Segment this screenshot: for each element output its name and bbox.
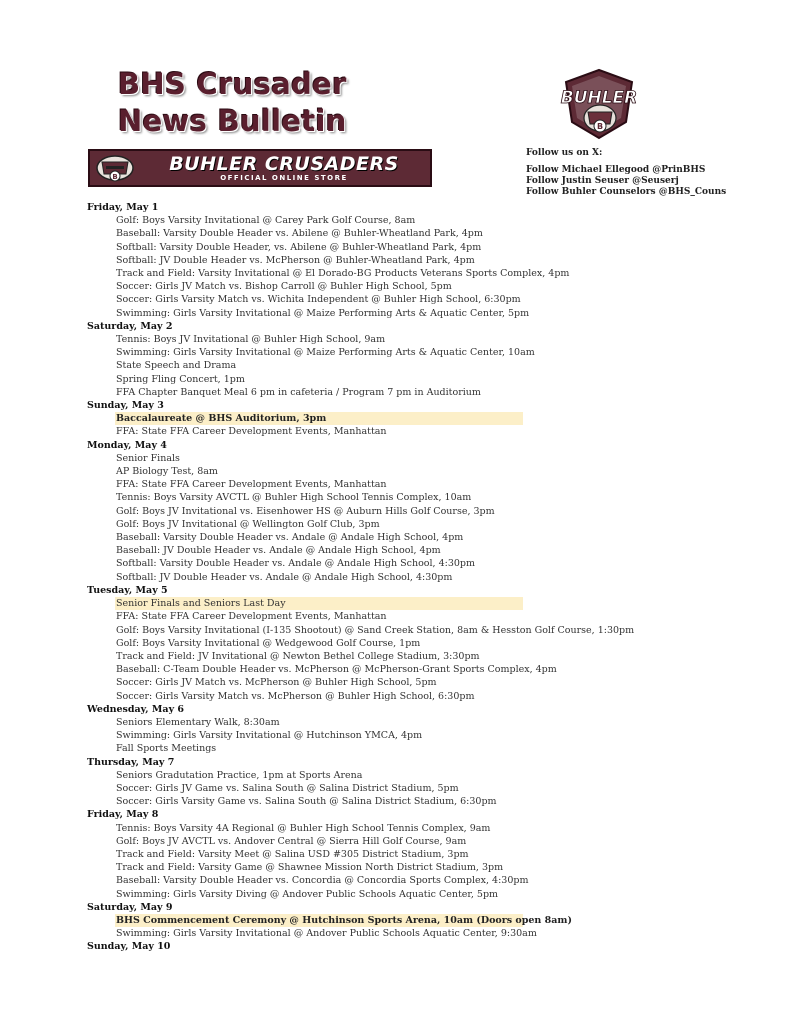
event-item: Soccer: Girls JV Match vs. McPherson @ Buhler High School, 5pm — [116, 677, 437, 689]
event-item: Baseball: C-Team Double Header vs. McPherson @ McPherson-Grant Sports Complex, 4pm — [116, 664, 557, 676]
event-item: Golf: Boys Varsity Invitational @ Carey Park Golf Course, 8am — [116, 215, 416, 227]
event-item: Soccer: Girls JV Match vs. Bishop Carroll @ Buhler High School, 5pm — [116, 281, 452, 293]
event-item: Soccer: Girls Varsity Match vs. McPherson @ Buhler High School, 6:30pm — [116, 690, 475, 702]
event-item: Seniors Gradutation Practice, 1pm at Sports Arena — [116, 769, 363, 781]
event-item: Baseball: Varsity Double Header vs. Andale @ Andale High School, 4pm — [116, 532, 464, 544]
follow-line[interactable]: Follow Buhler Counselors @BHS_Couns — [526, 187, 727, 197]
event-item: FFA Chapter Banquet Meal 6 pm in cafeteria / Program 7 pm in Auditorium — [116, 386, 481, 398]
event-item: Tennis: Boys JV Invitational @ Buhler High School, 9am — [116, 334, 386, 346]
event-item: Track and Field: Varsity Game @ Shawnee Mission North District Stadium, 3pm — [116, 862, 504, 874]
event-item: AP Biology Test, 8am — [116, 466, 218, 478]
event-item: FFA: State FFA Career Development Events, Manhattan — [116, 611, 387, 623]
store-title: BUHLER CRUSADERS — [169, 152, 399, 175]
event-item: Swimming: Girls Varsity Invitational @ Andover Public Schools Aquatic Center, 9:30am — [116, 928, 537, 940]
bulletin-title — [118, 66, 347, 140]
event-item: Soccer: Girls Varsity Game vs. Salina South @ Salina District Stadium, 6:30pm — [116, 796, 497, 808]
event-item: Soccer: Girls JV Game vs. Salina South @ Salina District Stadium, 5pm — [116, 782, 459, 794]
day-heading: Monday, May 4 — [87, 439, 167, 451]
buhler-crusader-logo — [554, 68, 644, 140]
event-item: Soccer: Girls Varsity Match vs. Wichita Independent @ Buhler High School, 6:30pm — [116, 294, 521, 306]
highlighted-event: Baccalaureate @ BHS Auditorium, 3pm — [115, 412, 523, 425]
event-item: Softball: Varsity Double Header vs. Andale @ Andale High School, 4:30pm — [116, 558, 476, 570]
event-item: Senior Finals — [116, 452, 180, 464]
event-item: Spring Fling Concert, 1pm — [116, 373, 245, 385]
online-store-banner[interactable] — [88, 149, 432, 187]
event-item: Tennis: Boys Varsity AVCTL @ Buhler High School Tennis Complex, 10am — [116, 492, 472, 504]
svg-text:B: B — [112, 173, 118, 181]
social-follow-block — [526, 148, 726, 198]
day-heading: Wednesday, May 6 — [87, 703, 185, 715]
follow-heading: Follow us on X: — [526, 148, 603, 158]
event-item: Golf: Boys JV AVCTL vs. Andover Central @ Sierra Hill Golf Course, 9am — [116, 835, 467, 847]
day-heading: Tuesday, May 5 — [87, 584, 168, 596]
day-heading: Thursday, May 7 — [87, 756, 175, 768]
event-item: Softball: JV Double Header vs. Andale @ Andale High School, 4:30pm — [116, 571, 453, 583]
event-item: Swimming: Girls Varsity Invitational @ Hutchinson YMCA, 4pm — [116, 730, 423, 742]
event-item: Baseball: JV Double Header vs. Andale @ Andale High School, 4pm — [116, 545, 441, 557]
event-item: Track and Field: Varsity Invitational @ El Dorado-BG Products Veterans Sports Complex, 4pm — [116, 268, 570, 280]
event-item: Baseball: Varsity Double Header vs. Abilene @ Buhler-Wheatland Park, 4pm — [116, 228, 483, 240]
event-item: Tennis: Boys Varsity 4A Regional @ Buhler High School Tennis Complex, 9am — [116, 822, 491, 834]
event-item: Track and Field: JV Invitational @ Newton Bethel College Stadium, 3:30pm — [116, 650, 480, 662]
crusader-helmet-icon — [92, 153, 138, 183]
event-item: Baseball: Varsity Double Header vs. Concordia @ Concordia Sports Complex, 4:30pm — [116, 875, 529, 887]
event-item: Swimming: Girls Varsity Diving @ Andover Public Schools Aquatic Center, 5pm — [116, 888, 499, 900]
event-item: Swimming: Girls Varsity Invitational @ Maize Performing Arts & Aquatic Center, 10am — [116, 347, 535, 359]
title-line-2: News Bulletin — [118, 104, 347, 138]
event-item: Golf: Boys JV Invitational vs. Eisenhower HS @ Auburn Hills Golf Course, 3pm — [116, 505, 495, 517]
day-heading: Friday, May 1 — [87, 202, 159, 213]
event-item: Swimming: Girls Varsity Invitational @ Maize Performing Arts & Aquatic Center, 5pm — [116, 307, 530, 319]
event-item: Softball: Varsity Double Header, vs. Abilene @ Buhler-Wheatland Park, 4pm — [116, 241, 482, 253]
event-item: Softball: JV Double Header vs. McPherson @ Buhler-Wheatland Park, 4pm — [116, 254, 475, 266]
highlighted-event: BHS Commencement Ceremony @ Hutchinson Sports Arena, 10am (Doors open 8am) — [116, 914, 572, 926]
title-line-1: BHS Crusader — [118, 67, 347, 101]
event-item: Seniors Elementary Walk, 8:30am — [116, 716, 280, 728]
day-heading: Sunday, May 3 — [87, 400, 164, 412]
event-item: Fall Sports Meetings — [116, 743, 217, 755]
follow-line[interactable]: Follow Michael Ellegood @PrinBHS — [526, 165, 706, 175]
svg-text:B: B — [596, 122, 604, 131]
store-subtitle: OFFICIAL ONLINE STORE — [220, 173, 348, 182]
event-item: FFA: State FFA Career Development Events, Manhattan — [116, 426, 387, 438]
day-heading: Sunday, May 10 — [87, 941, 171, 953]
event-item: Golf: Boys JV Invitational @ Wellington Golf Club, 3pm — [116, 518, 380, 530]
event-item: State Speech and Drama — [116, 360, 237, 372]
follow-line[interactable]: Follow Justin Seuser @Seuserj — [526, 176, 679, 186]
event-item: Golf: Boys Varsity Invitational @ Wedgewood Golf Course, 1pm — [116, 637, 421, 649]
logo-wordmark: BUHLER — [560, 88, 638, 108]
event-schedule — [87, 201, 767, 954]
event-item: Track and Field: Varsity Meet @ Salina USD #305 District Stadium, 3pm — [116, 848, 469, 860]
day-heading: Saturday, May 9 — [87, 901, 173, 913]
event-item: FFA: State FFA Career Development Events, Manhattan — [116, 479, 387, 491]
day-heading: Saturday, May 2 — [87, 320, 173, 332]
day-heading: Friday, May 8 — [87, 809, 159, 821]
highlighted-event: Senior Finals and Seniors Last Day — [115, 597, 523, 610]
event-item: Golf: Boys Varsity Invitational (I-135 Shootout) @ Sand Creek Station, 8am & Hesston Golf Course, 1:30pm — [116, 624, 635, 636]
